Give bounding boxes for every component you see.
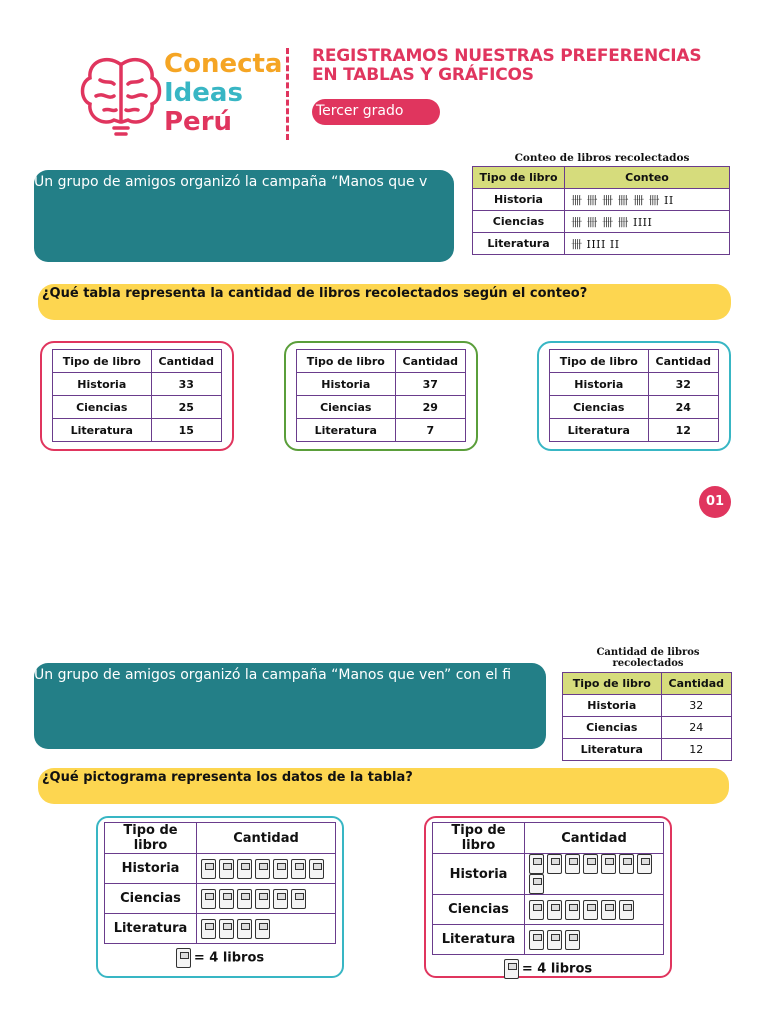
option-cell: Historia [53, 373, 152, 396]
pictogram-legend [104, 944, 336, 968]
book-icon [255, 919, 270, 939]
option-header-qty: Cantidad [151, 350, 221, 373]
pictogram-row-name: Literatura [433, 925, 525, 955]
data-cell: 12 [661, 739, 731, 761]
option-header-type: Tipo de libro [550, 350, 649, 373]
pictogram-icons [525, 895, 664, 925]
pictogram-row-name: Ciencias [105, 884, 197, 914]
book-icon [529, 930, 544, 950]
pictogram-table-b [432, 822, 664, 955]
option-cell: 15 [151, 419, 221, 442]
option-cell: 7 [395, 419, 465, 442]
book-icon [219, 859, 234, 879]
book-icon [601, 900, 616, 920]
book-icon [273, 859, 288, 879]
question-2: ¿Qué pictograma representa los datos de la tabla? [38, 768, 729, 804]
option-header-type: Tipo de libro [297, 350, 396, 373]
book-icon [504, 959, 519, 979]
header-divider [286, 48, 290, 140]
option-cell: 24 [648, 396, 718, 419]
data-table-caption: Cantidad de libros recolectados [596, 647, 700, 669]
logo-word-3: Perú [164, 107, 233, 137]
option-cell: 37 [395, 373, 465, 396]
page-title [312, 47, 732, 85]
pictogram-header-type: Tipo de libro [433, 823, 525, 854]
option-cell: Ciencias [550, 396, 649, 419]
book-icon [291, 859, 306, 879]
option-cell: Ciencias [297, 396, 396, 419]
book-icon [219, 889, 234, 909]
book-icon [255, 859, 270, 879]
tally-marks: 卌 卌 卌 卌 IIII [565, 211, 730, 233]
book-icon [201, 889, 216, 909]
option-header-qty: Cantidad [648, 350, 718, 373]
option-card-b[interactable] [284, 341, 478, 451]
tally-marks: 卌 卌 卌 卌 卌 卌 II [565, 189, 730, 211]
pictogram-legend-text: = 4 libros [521, 961, 593, 977]
brain-logo-icon [76, 50, 166, 140]
book-icon [237, 919, 252, 939]
option-cell: 29 [395, 396, 465, 419]
option-cell: 25 [151, 396, 221, 419]
option-card-c[interactable] [537, 341, 731, 451]
pictogram-card-b[interactable] [424, 816, 672, 978]
logo-word-1: Conecta [164, 49, 283, 79]
page-number-badge: 01 [699, 486, 731, 518]
option-cell: Historia [297, 373, 396, 396]
book-icon [565, 900, 580, 920]
data-cell: Literatura [563, 739, 662, 761]
book-icon [637, 854, 652, 874]
book-icon [529, 854, 544, 874]
pictogram-row-name: Historia [105, 854, 197, 884]
question-1: ¿Qué tabla representa la cantidad de libros recolectados según el conteo? [38, 284, 731, 320]
option-cell: 12 [648, 419, 718, 442]
book-icon [201, 859, 216, 879]
option-cell: Literatura [297, 419, 396, 442]
option-card-a[interactable] [40, 341, 234, 451]
option-cell: 32 [648, 373, 718, 396]
pictogram-row-name: Ciencias [433, 895, 525, 925]
data-table-block [562, 647, 734, 761]
book-icon [619, 900, 634, 920]
grade-badge: Tercer grado [312, 99, 440, 125]
book-icon [529, 900, 544, 920]
logo-wordmark [164, 50, 282, 137]
book-icon [237, 859, 252, 879]
book-icon [255, 889, 270, 909]
option-header-qty: Cantidad [395, 350, 465, 373]
page-title-line-1: REGISTRAMOS NUESTRAS PREFERENCIAS [312, 46, 702, 66]
option-cell: Ciencias [53, 396, 152, 419]
option-table-c [549, 349, 719, 442]
tally-table-block [472, 152, 732, 255]
option-cell: Literatura [53, 419, 152, 442]
data-cell: 32 [661, 695, 731, 717]
option-table-a [52, 349, 222, 442]
tally-marks: 卌 IIII II [565, 233, 730, 255]
page-title-line-2: EN TABLAS Y GRÁFICOS [312, 65, 534, 85]
book-icon [583, 854, 598, 874]
book-icon [565, 854, 580, 874]
book-icon [547, 854, 562, 874]
pictogram-icons [197, 854, 336, 884]
pictogram-row-name: Literatura [105, 914, 197, 944]
book-icon [273, 889, 288, 909]
pictogram-header-qty: Cantidad [525, 823, 664, 854]
data-header-qty: Cantidad [661, 673, 731, 695]
data-cell: Ciencias [563, 717, 662, 739]
pictogram-legend-text: = 4 libros [193, 950, 265, 966]
tally-table [472, 166, 730, 255]
pictogram-header-qty: Cantidad [197, 823, 336, 854]
intro-box-1: Un grupo de amigos organizó la campaña “Manos que v [34, 170, 454, 262]
data-cell: Historia [563, 695, 662, 717]
book-icon [176, 948, 191, 968]
pictogram-legend [432, 955, 664, 979]
pictogram-icons [525, 925, 664, 955]
book-icon [529, 874, 544, 894]
data-header-type: Tipo de libro [563, 673, 662, 695]
logo-word-2: Ideas [164, 78, 243, 108]
book-icon [309, 859, 324, 879]
book-icon [601, 854, 616, 874]
tally-row-name: Historia [473, 189, 565, 211]
book-icon [583, 900, 598, 920]
tally-row-name: Ciencias [473, 211, 565, 233]
option-cell: 33 [151, 373, 221, 396]
data-table [562, 672, 732, 761]
book-icon [219, 919, 234, 939]
book-icon [565, 930, 580, 950]
book-icon [201, 919, 216, 939]
tally-header-count: Conteo [565, 167, 730, 189]
pictogram-icons [197, 914, 336, 944]
book-icon [547, 930, 562, 950]
option-header-type: Tipo de libro [53, 350, 152, 373]
book-icon [547, 900, 562, 920]
intro-box-2: Un grupo de amigos organizó la campaña “Manos que ven” con el fi [34, 663, 546, 749]
tally-row-name: Literatura [473, 233, 565, 255]
pictogram-row-name: Historia [433, 854, 525, 895]
pictogram-card-a[interactable] [96, 816, 344, 978]
pictogram-header-type: Tipo de libro [105, 823, 197, 854]
option-table-b [296, 349, 466, 442]
book-icon [619, 854, 634, 874]
book-icon [291, 889, 306, 909]
pictogram-icons [525, 854, 664, 895]
option-cell: Literatura [550, 419, 649, 442]
pictogram-table-a [104, 822, 336, 944]
option-cell: Historia [550, 373, 649, 396]
tally-table-caption: Conteo de libros recolectados [514, 152, 690, 164]
data-cell: 24 [661, 717, 731, 739]
pictogram-icons [197, 884, 336, 914]
tally-header-type: Tipo de libro [473, 167, 565, 189]
book-icon [237, 889, 252, 909]
